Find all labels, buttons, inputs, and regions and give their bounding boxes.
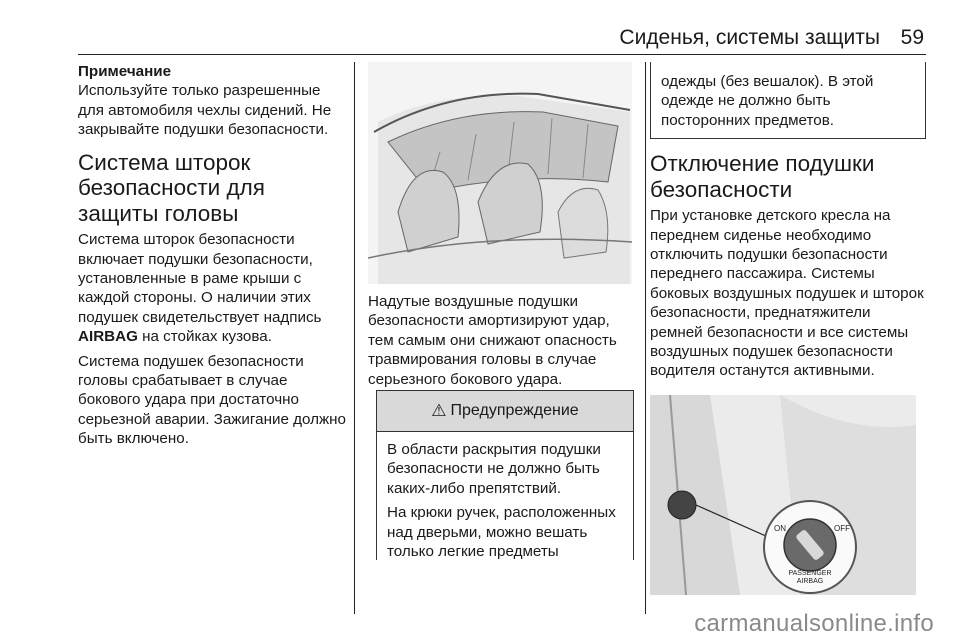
warning-body: [377, 432, 633, 561]
column-left: [78, 62, 346, 454]
note-text: Используйте только разрешенные для автомобиля чехлы сидений. Не закрывайте подушки безопасности.: [78, 82, 332, 139]
warning-box: [376, 390, 634, 560]
column-divider: [645, 62, 646, 614]
warning-continuation-text: одежды (без вешалок). В этой одежде не должно быть посторонних предметов.: [661, 73, 874, 129]
figure-caption: Надутые воздушные подушки безопасности амортизируют удар, тем самым они снижают опасность травмирования головы в случае серьезного бокового удара.: [368, 293, 617, 388]
page-number: 59: [900, 26, 924, 49]
switch-off-label: OFF: [834, 523, 850, 533]
paragraph-curtain-trigger: Система подушек безопасности головы срабатывает в случае бокового удара при достаточно серьезной аварии. Зажигание должно быть включено.: [78, 352, 346, 448]
column-divider: [354, 62, 355, 614]
column-right: [650, 62, 926, 595]
warning-icon: ⚠: [431, 401, 447, 420]
page-header-title: Сиденья, системы защиты: [619, 26, 880, 49]
paragraph-curtain-desc: Система шторок безопасности включает подушки безопасности, установленные в раме крыши с каждой стороны. О наличии этих подушек свидетельствует надпись AIRBAG на стойках кузова.: [78, 231, 322, 346]
footer-watermark: carmanualsonline.info: [694, 610, 934, 637]
airbag-switch-illustration: [650, 395, 916, 595]
section-heading-airbag-deactivation: Отключение подушки безопасности: [650, 151, 875, 202]
column-middle: [368, 62, 632, 394]
warning-header: [377, 390, 633, 432]
warning-continuation-box: [650, 62, 926, 139]
note-title: Примечание: [78, 63, 172, 80]
header-rule: [78, 54, 926, 55]
warning-text-2: На крюки ручек, расположенных над дверьми, можно вешать только легкие предметы: [387, 504, 616, 561]
switch-passenger-label: PASSENGER: [788, 569, 832, 577]
paragraph-airbag-deactivation: При установке детского кресла на переднем сиденье необходимо отключить подушки безопасности переднего пассажира. Системы боковых воздушных подушек и шторок безопасности, преднатяжители ремней безопасности и все системы воздушных подушек безопасности водителя останутся активными.: [650, 207, 924, 380]
section-heading-head-curtain: Система шторок безопасности для защиты головы: [78, 149, 265, 226]
switch-airbag-label: AIRBAG: [796, 577, 824, 585]
curtain-airbag-illustration: [368, 62, 632, 284]
warning-text-1: В области раскрытия подушки безопасности не должно быть каких-либо препятствий.: [387, 441, 601, 497]
switch-on-label: ON: [774, 523, 786, 533]
airbag-label: AIRBAG: [78, 328, 138, 346]
car-interior-drawing: [368, 62, 632, 284]
warning-title: Предупреждение: [450, 402, 579, 419]
airbag-switch-drawing: [650, 395, 916, 595]
